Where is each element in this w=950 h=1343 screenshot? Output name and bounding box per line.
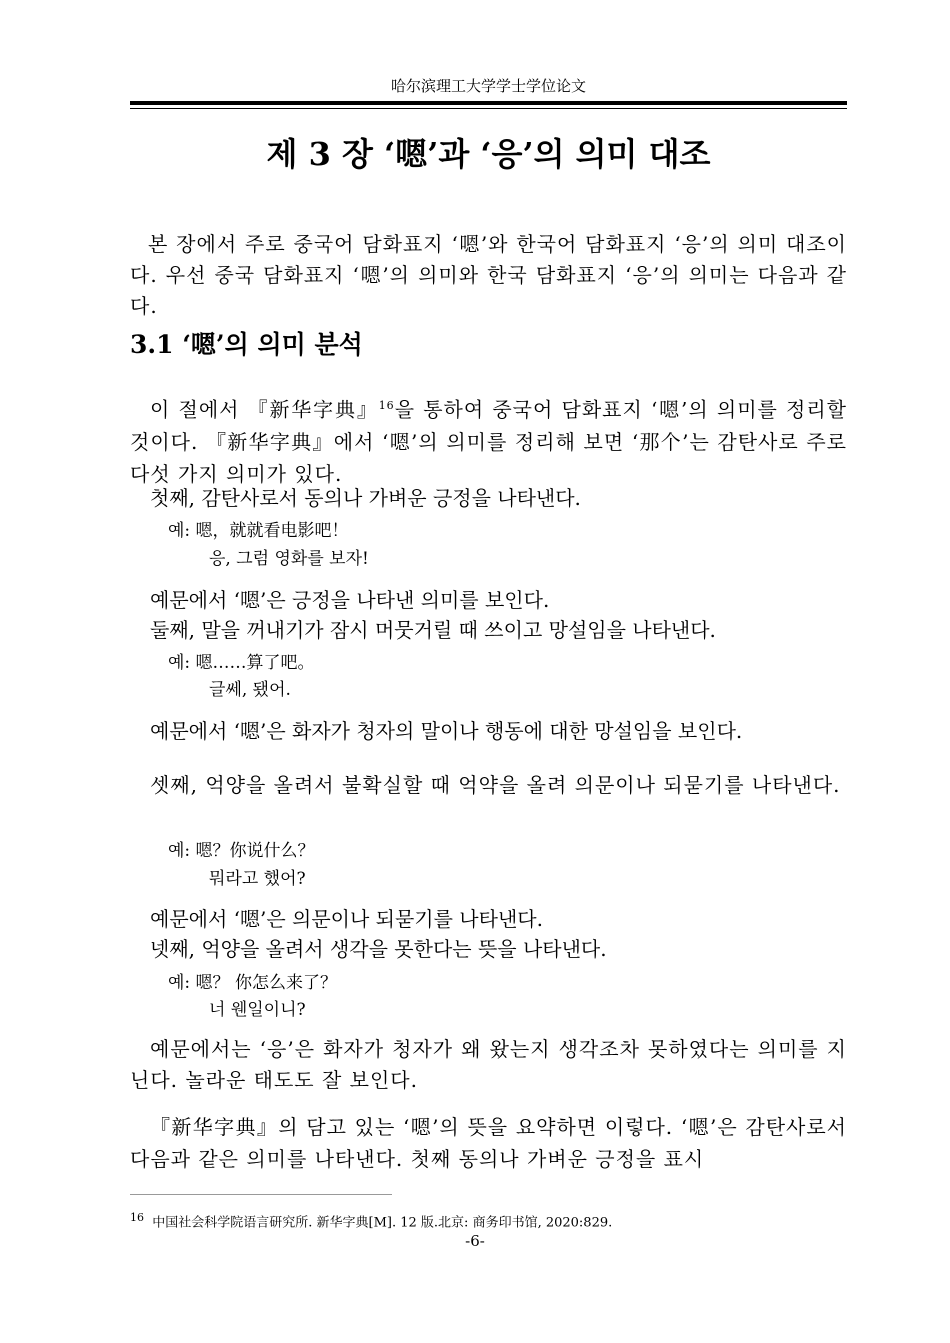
header-rule-thin <box>130 108 847 109</box>
footnote-text: 中国社会科学院语言研究所. 新华字典[M]. 12 版.北京: 商务印书馆, 2020:829. <box>152 1215 613 1231</box>
fourth-meaning: 넷째, 억양을 올려서 생각을 못한다는 뜻을 나타낸다. <box>150 937 607 961</box>
page-number: -6- <box>465 1232 485 1250</box>
section-title: 3.1 ‘嗯’의 의미 분석 <box>130 330 363 359</box>
first-example-ko: 응, 그럼 영화를 보자! <box>209 549 369 569</box>
footnote-separator <box>130 1194 392 1195</box>
header-rule-thick <box>130 101 847 105</box>
third-meaning: 셋째, 억양을 올려서 불확실할 때 억약을 올려 의문이나 되묻기를 나타낸다. <box>150 773 841 797</box>
third-example-zh: 예: 嗯？你说什么？ <box>168 841 315 861</box>
running-header: 哈尔滨理工大学学士学位论文 <box>390 77 586 95</box>
intro-paragraph: 본 장에서 주로 중국어 담화표지 ‘嗯’와 한국어 담화표지 ‘응’의 의미 대조이다. 우선 중국 담화표지 ‘嗯’의 의미와 한국 담화표지 ‘응’의 의미는 다음과 같다. <box>130 232 847 318</box>
footnote-mark: 16 <box>130 1211 144 1224</box>
fourth-example-zh: 예: 嗯？ 你怎么来了？ <box>168 973 337 993</box>
second-example-zh: 예: 嗯……算了吧。 <box>168 653 315 673</box>
second-example-note: 예문에서 ‘嗯’은 화자가 청자의 말이나 행동에 대한 망설임을 보인다. <box>150 719 743 743</box>
fourth-example-ko: 너 웬일이니? <box>209 1000 306 1020</box>
second-meaning: 둘째, 말을 꺼내기가 잠시 머뭇거릴 때 쓰이고 망설임을 나타낸다. <box>150 618 716 642</box>
chapter-title: 제 3 장 ‘嗯’과 ‘응’의 의미 대조 <box>266 135 711 173</box>
section-intro-paragraph <box>130 390 847 490</box>
footnote <box>130 1209 612 1232</box>
section-intro-text-b: 을 통하여 중국어 담화표지 ‘嗯’의 의미를 정리할 것이다. 『新华字典』에서 ‘嗯’의 의미를 정리해 보면 ‘那个’는 감탄사로 주로 다섯 가지 의미가 있다. <box>130 397 847 486</box>
fourth-example-note: 예문에서는 ‘응’은 화자가 청자가 왜 왔는지 생각조차 못하였다는 의미를 지닌다. 놀라운 태도도 잘 보인다. <box>130 1037 847 1092</box>
summary-paragraph: 『新华字典』의 담고 있는 ‘嗯’의 뜻을 요약하면 이렇다. ‘嗯’은 감탄사로서 다음과 같은 의미를 나타낸다. 첫째 동의나 가벼운 긍정을 표시 <box>130 1115 847 1171</box>
first-example-zh: 예: 嗯，就就看电影吧！ <box>168 521 349 541</box>
second-example-ko: 글쎄, 됐어. <box>209 680 291 700</box>
section-intro-text-a: 이 절에서 『新华字典』 <box>150 397 379 422</box>
first-example-note: 예문에서 ‘嗯’은 긍정을 나타낸 의미를 보인다. <box>150 588 550 612</box>
third-example-ko: 뭐라고 했어? <box>209 869 306 889</box>
footnote-ref: 16 <box>378 399 395 412</box>
third-example-note: 예문에서 ‘嗯’은 의문이나 되묻기를 나타낸다. <box>150 907 543 931</box>
first-meaning: 첫째, 감탄사로서 동의나 가벼운 긍정을 나타낸다. <box>150 486 581 510</box>
